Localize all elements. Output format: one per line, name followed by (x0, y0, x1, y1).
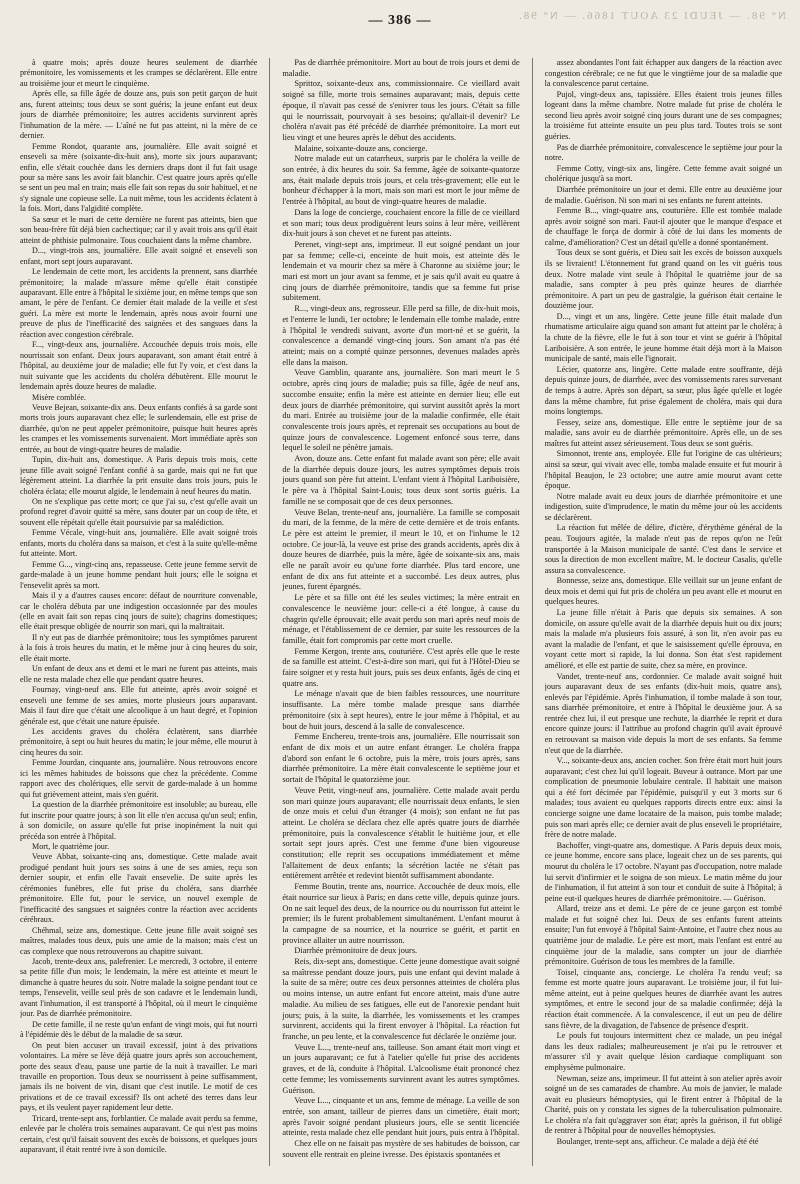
paragraph: Tupin, dix-huit ans, domestique. A Paris depuis trois mois, cette jeune fille avait soigné l'enfant confié à sa garde, mais qui ne fut que légèrement atteint. La diarrhée la prit ensuite dans trois jours, puis le choléra éclata; elle mourut algide, le lendemain à neuf heures du matin. (20, 455, 258, 496)
paragraph: Veuve L..., trente-neuf ans, tailleuse. Son amant était mort vingt et un jours auparavant; ce fut à l'atelier qu'elle fut prise des accidents graves, et de là, conduite à l'hôpital. L'alcoolisme était prononcé chez cette femme; les vomissements survinrent avant les autres symptômes. Guérison. (282, 1042, 520, 1095)
paragraph: D..., vingt-trois ans, journalière. Elle avait soigné et enseveli son enfant, mort sept jours auparavant. (20, 246, 258, 266)
paragraph: Vandet, trente-neuf ans, cordonnier. Ce malade avait soigné huit jours auparavant deux de ses enfants (dix-huit mois, quatre ans), enlevés par l'épidémie. Après l'inhumation, il tombe malade à son tour, sans diarrhée prémonitoire, et entre à l'hôpital le deuxième jour. A sa rentrée chez lui, il eut presque une rechute, la diarrhée le reprit et dura encore quinze jours: il l'attribue au profond chagrin qu'il avait éprouvé en retrouvant sa maison vide depuis la mort de ses enfants. Sa femme n'eut que de la diarrhée. (544, 671, 782, 755)
paragraph: Mais il y a d'autres causes encore: défaut de nourriture convenable, car le choléra débuta par une indigestion occasionnée par des moules (elle en avait fait son repas cinq jours de suite); chagrins domestiques; elle était presque obligée de nourrir son mari, qui la maltraitait. (20, 591, 258, 632)
paragraph: Dans la loge de concierge, couchaient encore la fille de ce vieillard et son mari; tous deux prodiguèrent leurs soins à leur mère, veillèrent dix-huit jours à son chevet et ne furent pas atteints. (282, 207, 520, 239)
text-column-middle (282, 58, 519, 1166)
paragraph: Il n'y eut pas de diarrhée prémonitoire; tous les symptômes parurent à la fois à trois heures du matin, et le même jour à cinq heures du soir, elle était morte. (20, 632, 258, 663)
paragraph: Femme Vécale, vingt-huit ans, journalière. Elle avait soigné trois enfants, morts du choléra dans sa maison, et c'est à la suite qu'elle-même fut atteinte. Mort. (20, 528, 258, 559)
paragraph: Simonnot, trente ans, employée. Elle fut l'origine de cas ultérieurs; ainsi sa sœur, qui vivait avec elle, tomba malade ensuite et fut mourir à l'hôpital Beaujon, le 23 octobre; une autre amie mourut avant cette époque. (544, 449, 782, 491)
paragraph: Chéhmal, seize ans, domestique. Cette jeune fille avait soigné ses maîtres, malades tous deux, puis une amie de la maison; mais c'est un cas complexe que nous retrouverons au chapitre suivant. (20, 925, 258, 956)
paragraph: Femme G..., vingt-cinq ans, repasseuse. Cette jeune femme servit de garde-malade à un jeune homme pendant huit jours; elle le soigna et l'ensevelit après sa mort. (20, 559, 258, 590)
paragraph: à quatre mois; après douze heures seulement de diarrhée prémonitoire, les vomissements et les crampes se déclarèrent. Elle entre au troisième jour et meurt le cinquième. (20, 58, 258, 88)
column-divider (269, 58, 270, 1166)
paragraph: Fournay, vingt-neuf ans. Elle fut atteinte, après avoir soigné et enseveli une femme de ses amies, morte plusieurs jours auparavant. Mais il faut dire que c'était une alcoolique à un haut degré, et l'opinion générale est, que c'était une nature épuisée. (20, 685, 258, 726)
paragraph: Avon, douze ans. Cette enfant fut malade avant son père; elle avait de la diarrhée depuis douze jours, les autres symptômes depuis trois jours quand son père fut atteint. L'enfant vient à l'hôpital Lariboisière, le père va à l'hôpital Saint-Louis; tous deux sont sortis guéris. La famille ne se composait que de ces deux personnes. (282, 454, 520, 506)
paragraph: Allard, treize ans et demi. Le père de ce jeune garçon est tombé malade et fut soigné chez lui. Deux de ses enfants furent atteints ensuite; l'un fut envoyé à l'hôpital Saint-Antoine, et l'autre chez nous au quatrième jour de maladie. Le père est mort, mais l'enfant est entré au cinquième jour de la maladie, sans compter un jour de diarrhée prémonitoire. Guérison de tous les membres de la famille. (544, 904, 782, 967)
paragraph: Diarrhée prémonitoire un jour et demi. Elle entre au deuxième jour de maladie. Guérison. Ni son mari ni ses enfants ne furent atteints. (544, 184, 782, 205)
paragraph: Femme Cotty, vingt-six ans, lingère. Cette femme avait soigné un cholérique jusqu'à sa mort. (544, 163, 782, 184)
paragraph: Le lendemain de cette mort, les accidents la prennent, sans diarrhée prémonitoire; la malade m'assure même qu'elle était constipée auparavant. Elle entre à l'hôpital le sixième jour, en même temps que son amant, le père de l'enfant. Ce dernier était malade de la veille et s'est guéri. La mère est morte le lendemain, après nous avoir fourni une preuve de plus de l'inefficacité des saignées et des sangsues dans la réaction avec congestion cérébrale. (20, 267, 258, 339)
paragraph: Bachoffer, vingt-quatre ans, domestique. A Paris depuis deux mois, ce jeune homme, encore sans place, logeait chez un de ses parents, qui mourut du choléra le 17 octobre. N'ayant pas d'occupation, notre malade lui servit d'infirmier et le soigna de son mieux. Le matin même du jour de l'inhumation, il fut atteint à son tour et conduit de suite à l'hôpital; à peine eut-il quelques heures de diarrhée prémonitoire. — Guérison. (544, 840, 782, 903)
paragraph: Le ménage n'avait que de bien faibles ressources, une nourriture insuffisante. La mère tombe malade presque sans diarrhée prémonitoire (six à sept heures), entre le jour même à l'hôpital, et au bout de huit jours, descend à la salle de convalescence. (282, 689, 520, 731)
paragraph: V..., soixante-deux ans, ancien cocher. Son frère était mort huit jours auparavant; c'est chez lui qu'il logeait. Buveur à outrance. Mort par une complication de pneumonie lobulaire centrale. Il habitait une maison qui a été fort décimée par l'épidémie, puisqu'il y eut 3 morts sur 6 malades; tous avaient eu quelques rapports directs entre eux: ainsi la concierge soigne une dame locataire de la maison, puis tombe malade; puis son mari après elle; ce dernier avait de plus enseveli le propriétaire, frère de notre malade. (544, 756, 782, 840)
paragraph: Sa sœur et le mari de cette dernière ne furent pas atteints, bien que son beau-frère fût déjà bien cachectique; car il y avait trois ans qu'il était atteint de phthisie pulmonaire. Tous couchaient dans la même chambre. (20, 214, 258, 245)
paragraph: R..., vingt-deux ans, regrosseur. Elle perd sa fille, de dix-huit mois, et l'enterre le lundi, 1er octobre; le lendemain elle tombe malade, entre à l'hôpital le vendredi suivant, avorte d'un mort-né et se guérit, la convalescence a demandé vingt-cinq jours. Son amant n'a pas été atteint; mais on a compté quinze personnes, devenues malades après elle dans la maison. (282, 304, 520, 367)
paragraph: Misère comblée. (32, 392, 86, 402)
paragraph: Jacob, trente-deux ans, palefrenier. Le mercredi, 3 octobre, il enterre sa petite fille d'un mois; le lendemain, la mère est atteinte et meurt le dimanche à quatre heures du soir. Notre malade la soigne pendant tout ce temps, l'ensevelit, veille seul près de son cadavre et le lendemain lundi, avant l'inhumation, il est transporté à l'hôpital, où il meurt le cinquième jour. Pas de diarrhée prémonitoire. (20, 956, 258, 1019)
paragraph: Veuve Abbat, soixante-cinq ans, domestique. Cette malade avait prodigué pendant huit jours ses soins à une de ses amies, reçu son dernier soupir, et enfin elle l'avait ensevelie. De suite après les cérémonies funèbres, elle fut prise du choléra, sans diarrhée prémonitoire. Elle fut, pour le service, un nouvel exemple de l'inefficacité des sangsues et saignées contre la réaction avec accidents cérébraux. (20, 852, 258, 925)
paragraph: Femme B..., vingt-quatre ans, couturière. Elle est tombée malade après avoir soigné son mari. Faut-il ajouter que le manque d'espace et de chauffage le força de dormir à côté de lui dans les moments de calme, d'amélioration? C'est un détail qu'elle a donné spontanément. (544, 206, 782, 247)
paragraph: On ne s'explique pas cette mort; ce que j'ai su, c'est qu'elle avait un profond regret d'avoir quitté sa mère, sans douter par un coup de tête, et souvent elle répétait qu'elle était poursuivie par sa malédiction. (20, 497, 258, 527)
paragraph: On peut bien accuser un travail excessif, joint à des privations volontaires. La mère se lève déjà quatre jours après son accouchement, porte des seaux d'eau, pause une partie de la nuit à travailler. Le mari travaille en proportion. Tous deux se nourrissent à peine suffisamment, jamais ils ne boivent de vin, disant que c'est inutile. Le motif de ces privations et de ce travail excessif? Ils ont acheté des terres dans leur pays, et ils veulent payer rapidement leur dette. (20, 1040, 258, 1113)
paragraph: assez abondantes l'ont fait échapper aux dangers de la réaction avec congestion cérébrale; ce ne fut que le vingtième jour de sa maladie que la convalescence parut certaine. (544, 58, 782, 89)
paragraph: Les accidents graves du choléra éclatèrent, sans diarrhée prémonitoire, à sept ou huit heures du matin; le jour même, elle mourut à cinq heures du soir. (20, 727, 258, 757)
paragraph: Perenet, vingt-sept ans, imprimeur. Il eut soigné pendant un jour par sa femme; celle-ci, enceinte de huit mois, est atteinte dès le lendemain et va mourir chez sa mère à Charonne au sixième jour; le mari est mort un jour avant sa femme, et je sais qu'il avait eu quatre à cinq jours de diarrhée prémonitoire, tandis que sa femme fut prise subitement. (282, 239, 520, 303)
paragraph: Veuve Gamblin, quarante ans, journalière. Son mari meurt le 5 octobre, après cinq jours de maladie; puis sa fille, âgée de neuf ans, succombe ensuite; enfin la mère est atteinte en dernier lieu; elle eut deux jours de diarrhée prémonitoire, qui survint aussitôt après la mort du mari. Entrée au troisième jour de la maladie confirmée, elle était convalescente trois jours après, et reprenait ses occupations au bout de quinze jours de convalescence. Logement enfoncé sous terre, dans lequel le soleil ne pénètre jamais. (282, 368, 520, 453)
paragraph: Notre malade eut un catarrheux, surpris par le choléra la veille de son entrée, à dix heures du soir. Sa femme, âgée de soixante-quatorze ans, était malade depuis trois jours, et cela très-gravement; elle eut le bonheur d'échapper à la mort, mais son mari est mort le jour même de l'entrée à l'hôpital, au bout de vingt-quatre heures de maladie. (282, 154, 520, 207)
paragraph: Un enfant de deux ans et demi et le mari ne furent pas atteints, mais elle ne resta malade chez elle que pendant quatre heures. (20, 664, 258, 684)
paragraph: Fessey, seize ans, domestique. Elle entre le septième jour de sa maladie, sans avoir eu de diarrhée prémonitoire. Après elle, un de ses maîtres fut atteint assez sérieusement. Tous deux se sont guéris. (544, 417, 782, 448)
paragraph: Sprittoz, soixante-deux ans, commissionnaire. Ce vieillard avait soigné sa fille, morte trois semaines auparavant; mais, depuis cette époque, il n'avait pas cessé de s'enivrer tous les jours. C'était sa fille qui le nourrissait, pourvoyait à ses besoins; qu'allait-il devenir? Le choléra n'avait pas été précédé de diarrhée prémonitoire. La mort eut lieu vingt et une heures après le début des accidents. (282, 79, 520, 142)
column-divider (532, 58, 533, 1166)
paragraph: Bonnesse, seize ans, domestique. Elle veillait sur un jeune enfant de deux mois et demi qui fut pris de choléra un peu avant elle et mourut en quelques heures. (544, 576, 782, 607)
paragraph: Tricard, trente-sept ans, forblantier. Ce malade avait perdu sa femme, enlevée par le choléra trois semaines auparavant. Ce qui n'est pas moins certain, c'est qu'il faisait souvent des excès de boissons, et quelques jours auparavant, il était rentré ivre à son domicile. (20, 1113, 258, 1155)
paragraph: Le pouls fut toujours intermittent chez ce malade, un peu inégal dans les deux radiales; malheureusement je n'ai pu le retrouver et m'assurer s'il y avait quelque lésion cardiaque compliquant son emphysème pulmonaire. (544, 1031, 782, 1072)
paragraph: Malaine, soixante-douze ans, concierge. (294, 143, 428, 153)
paragraph: Newman, seize ans, imprimeur. Il fut atteint à son atelier après avoir soigné un de ses camarades de chambre. Au mois de janvier, le malade avait eu plusieurs hémoptysies, qui le firent entrer à l'hôpital de la Charité, puis on y constata les signes de la tuberculisation pulmonaire. Le choléra n'a fait qu'aggraver son état; après la guérison, il fut obligé de rentrer à l'hôpital pour de nouvelles hémoptysies. (544, 1073, 782, 1136)
paragraph: Le père et sa fille ont été les seules victimes; la mère entrait en convalescence le neuvième jour: celle-ci a été longue, à cause du chagrin qu'elle éprouvait; elle avait perdu son mari après neuf mois de ménage, et l'établissement de ce dernier, par suite les ressources de la famille, était fort compromis par cette mort cruelle. (282, 593, 520, 645)
paragraph: Reis, dix-sept ans, domestique. Cette jeune domestique avait soigné sa maîtresse pendant douze jours, puis une enfant qui devint malade à la suite de sa mère; outre ces deux personnes atteintes de choléra plus ou moins intense, un autre enfant fut encore atteint, mais d'une autre maladie. Au milieu de ses fatigues, elle eut de l'anorexie pendant huit jours; puis, à la suite, la diarrhée, les vomissements et les crampes survinrent, accidents qui la firent envoyer à l'hôpital. La réaction fut franche, un peu lente, et la convalescence fut déclarée le onzième jour. (282, 957, 520, 1041)
paragraph: Femme Kergon, trente ans, couturière. C'est après elle que le reste de sa famille est atteint. C'est-à-dire son mari, qui fut à l'Hôtel-Dieu se faire soigner et y resta huit jours, puis ses deux enfants, âgés de cinq et quatre ans. (282, 646, 520, 688)
text-column-left (20, 58, 257, 1166)
paragraph: D..., vingt et un ans, lingère. Cette jeune fille était malade d'un rhumatisme articulaire aigu quand son amant fut atteint par le choléra; à la chute de la fièvre, elle le fut à son tour et vint se guérir à l'hôpital Lariboisière. A son entrée, le jeune homme était déjà mort à la Maison municipale de santé, mais elle l'ignorait. (544, 311, 782, 364)
paragraph: Veuve Petit, vingt-neuf ans, journalière. Cette malade avait perdu son mari quinze jours auparavant; elle nourrissait deux enfants, le sien de onze mois et celui d'un étranger (4 mois); son enfant ne fut pas atteint. Le choléra se déclara chez elle après quatre jours de diarrhée prémonitoire, puis la convalescence s'établit le huitième jour, et elle sortait sept jours après. C'est une femme d'une bien vigoureuse constitution; elle reprit ses occupations immédiatement et même l'allaitement de deux enfants; la sécrétion lactée ne s'était pas entièrement arrêtée et redevint bientôt suffisamment abondante. (282, 785, 520, 881)
paragraph: Chez elle on ne faisait pas mystère de ses habitudes de boisson, car souvent elle rentrait en pleine ivresse. Des épistaxis spontanées et (282, 1139, 520, 1159)
paragraph: La jeune fille n'était à Paris que depuis six semaines. A son domicile, on assure qu'elle avait de la diarrhée depuis huit ou dix jours; mais la malade m'a plusieurs fois assuré, à son lit, n'en avoir pas eu avant la maladie de l'enfant, et que le saisissement qu'elle éprouva, en voyant cette mort si rapide, la lui donna. Son état s'est rapidement amélioré, et elle est partie de suite, chez sa mère, en province. (544, 608, 782, 670)
paragraph: Toisel, cinquante ans, concierge. Le choléra l'a rendu veuf; sa femme est morte quatre jours auparavant. Le troisième jour, il fut lui-même atteint, eut à peine quelques heures de diarrhée avant les autres symptômes, et entre le second jour de sa maladie confirmée; déjà la réaction était commencée. A la convalescence, il eut un peu de délire sans fièvre, de la divagation, de l'absence de présence d'esprit. (544, 967, 782, 1030)
paragraph: Tous deux se sont guéris, et Dieu sait les excès de boisson auxquels ils se livraient! L'étonnement fut grand quand on les vit guéris tous deux. Notre malade vint seule à l'hôpital le quatrième jour de sa maladie, sans compter à peu près quinze heures de diarrhée prémonitoire. A part un peu de gastralgie, la guérison était certaine le douzième jour. (544, 248, 782, 311)
paragraph: Notre malade avait eu deux jours de diarrhée prémonitoire et une indigestion, suite d'imprudence, le matin du même jour où les accidents se déclarèrent. (544, 491, 782, 522)
paragraph: Femme Enchereu, trente-trois ans, journalière. Elle nourrissait son enfant de dix mois et un autre enfant étranger. Le choléra frappa d'abord son enfant le 6 octobre, puis la mère, trois jours après, sans diarrhée prémonitoire. La mère était convalescente le septième jour et sortait de l'hôpital le quatorzième jour. (282, 732, 520, 785)
paragraph: Veuve Bejean, soixante-dix ans. Deux enfants confiés à sa garde sont morts trois jours auparavant chez elle; le surlendemain, elle est prise de diarrhée, qu'on ne peut appeler prémonitoire, puisque huit heures après les crampes et les vomissements survenaient. Mort immédiate après son entrée, au bout de vingt-quatre heures de maladie. (20, 402, 258, 454)
text-column-right (545, 58, 782, 1166)
paragraph: Femme Jourdan, cinquante ans, journalière. Nous retrouvons encore ici les mêmes habitudes de boissons que chez la précédente. Comme rapport avec des cholériques, elle servit de garde-malade à un homme qui fut grièvement atteint, mais s'en guérit. (20, 758, 258, 799)
paragraph: Veuve L..., cinquante et un ans, femme de ménage. La veille de son entrée, son amant, tailleur de pierres dans un cimetière, était mort; après l'avoir soigné pendant plusieurs jours, elle se sentit licenciée atteinte, resta malade chez elle pendant huit jours, puis entra à l'hôpital. (282, 1096, 520, 1138)
paragraph: Pas de diarrhée prémonitoire, convalescence le septième jour pour la notre. (544, 142, 782, 163)
paragraph: La réaction fut mêlée de délire, d'ictère, d'érythème général de la peau. Toujours agitée, la malade n'eut pas de repos qu'on ne l'eût transportée à la Maison municipale de santé. C'est dans le service et sous la direction de mon excellent maître, M. le docteur Casalis, qu'elle assura sa convalescence. (544, 523, 782, 575)
paragraph: Veuve Belan, trente-neuf ans, journalière. La famille se composait du mari, de la femme, de la mère de cette dernière et de trois enfants. Le père est atteint le premier, il meurt le 10, et on l'inhume le 12 octobre. Ce jour-là, la veuve est prise des grands accidents, après dix à douze heures de diarrhée, puis la mère, âgée de soixante-six ans, mais elle ne paraît avoir eu qu'une forte diarrhée. Plus tard encore, une enfant de dix ans fut atteinte et a succombé. Les deux autres, plus jeunes, furent épargnés. (282, 507, 520, 592)
paragraph: Femme Boutin, trente ans, nourrice. Accouchée de deux mois, elle était nourrice sur lieux à Paris; en dans cette ville, depuis quinze jours. On ne sait lequel des deux, de la nourrice ou du nourrisson fut atteint le premier; ils le furent probablement simultanément. L'enfant mourut à la campagne de sa nourrice, et la nourrice se guérit, et partit en province allaiter un autre nourrisson. (282, 882, 520, 945)
paragraph: La question de la diarrhée prémonitoire est insoluble; au bureau, elle fut inscrite pour quatre jours; à son lit elle n'en accusa qu'un seul; enfin, à son domicile, on assure qu'elle fut prise inopinément la nuit qui précéda son entrée à l'hôpital. (20, 800, 258, 841)
paragraph: Femme Rondot, quarante ans, journalière. Elle avait soigné et enseveli sa mère (soixante-dix-huit ans), morte six jours auparavant; enfin, elle s'était couchée dans les derniers draps dont il fut fait usage pour sa mère sans les avoir fait blanchir. C'est quatre jours après qu'elle se sent un peu mal en train; mais elle fait son repas du soir habituel, et ne s'y signale une copieuse selle. La nuit même, tous les accidents éclatent à la fois. Mort, dans l'algidité complète. (20, 141, 258, 214)
paragraph: Mort, le quatrième jour. (32, 841, 110, 851)
paragraph: Pujol, vingt-deux ans, tapissière. Elles étaient trois jeunes filles logeant dans la même chambre. Notre malade fut prise de choléra le second lieu après avoir soigné cinq jours durant une de ses compagnes; la troisième fut atteinte ensuite un peu plus tard. Toutes trois se sont guéries. (544, 89, 782, 142)
paragraph: Lécier, quatorze ans, lingère. Cette malade entre souffrante, déjà depuis quinze jours, de diarrhée, avec des vomissements rares survenant de temps à autre. Après son départ, sa sœur, plus âgée qu'elle et logée dans la même chambre, fut prise également de choléra, mais qui dura moins longtemps. (544, 364, 782, 417)
paragraph: De cette famille, il ne reste qu'un enfant de vingt mois, qui fut nourri à l'épidémie dès le début de la maladie de sa sœur. (20, 1019, 258, 1040)
paragraph: Boulanger, trente-sept ans, afficheur. Ce malade a déjà été été (556, 1136, 759, 1146)
article-columns (20, 58, 782, 1166)
page-number: — 386 — (368, 13, 432, 28)
paragraph: Diarrhée prémonitoire de deux jours. (294, 946, 418, 956)
paragraph: Après elle, sa fille âgée de douze ans, puis son petit garçon de huit ans, furent atteints; tous deux se sont guéris; la jeune enfant eut deux jours de diarrhée prémonitoire; les autres accidents survinrent après l'inhumation de la mère. — L'aîné ne fut pas atteint, ni la mère de ce dernier. (20, 89, 258, 141)
show-through-header: N° 98. — JEUDI 23 AOUT 1866. — N° 98. (517, 10, 786, 22)
paragraph: F..., vingt-deux ans, journalière. Accouchée depuis trois mois, elle nourrissait son enfant. Deux jours auparavant, son amant était entré à l'hôpital, au deuxième jour de maladie; elle fut l'y voir, et c'est dans la nuit suivante que les accidents du choléra débutèrent. Elle mourut le lendemain après douze heures de maladie. (20, 340, 258, 392)
paragraph: Pas de diarrhée prémonitoire. Mort au bout de trois jours et demi de maladie. (282, 58, 520, 78)
